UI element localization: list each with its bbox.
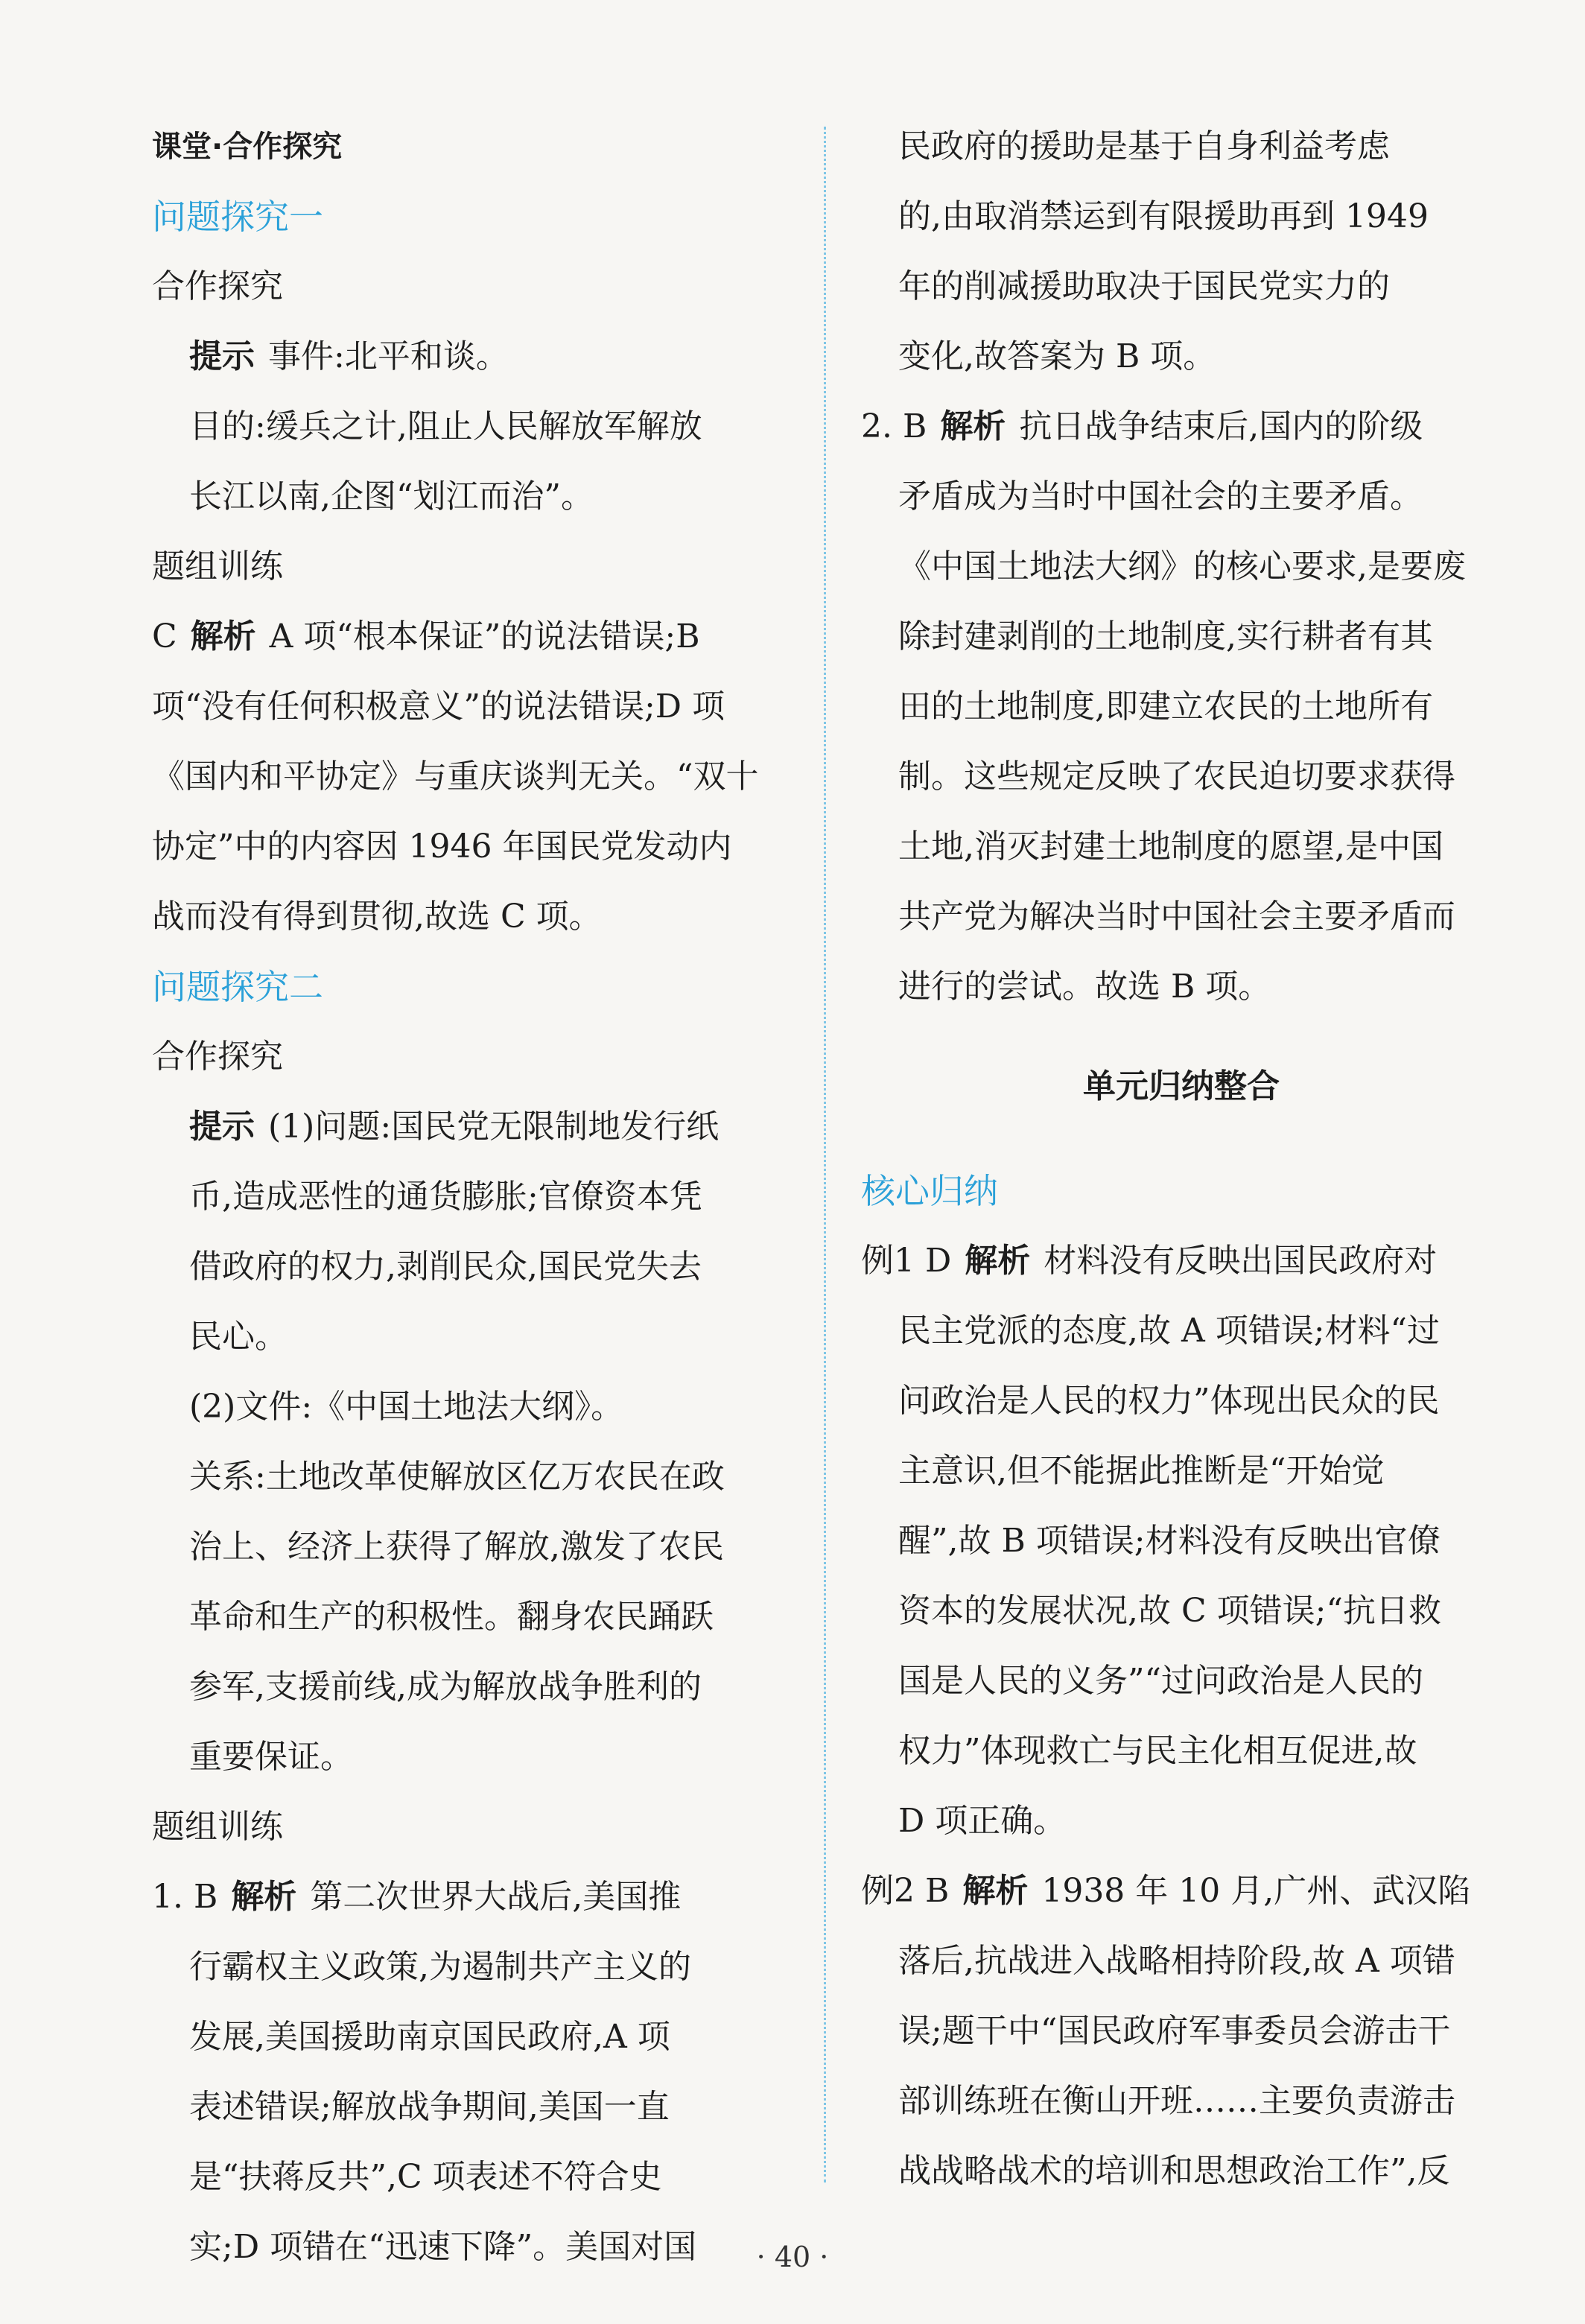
answer-letter: C: [152, 617, 177, 655]
q2-train-heading: 题组训练: [152, 1808, 283, 1846]
q2-tip-line: [152, 1092, 792, 1162]
text-line: 部训练班在衡山开班……主要负责游击: [898, 2082, 1455, 2120]
analysis-label: 解析: [962, 1872, 1029, 1910]
text-line: 协定”中的内容因 1946 年国民党发动内: [152, 828, 732, 866]
text-line: 抗日战争结束后,国内的阶级: [1019, 407, 1423, 445]
text-line: 是“扶蒋反共”,C 项表述不符合史: [189, 2158, 662, 2196]
item1-number: 1. B: [152, 1878, 218, 1916]
text-line: 田的土地制度,即建立农民的土地所有: [898, 688, 1433, 726]
text-line: 民主党派的态度,故 A 项错误;材料“过: [898, 1312, 1441, 1350]
text-line: 战战略战术的培训和思想政治工作”,反: [898, 2152, 1450, 2190]
item2-line: [861, 392, 1502, 462]
text-line: 材料没有反映出国民政府对: [1044, 1242, 1438, 1280]
text-line: 项“没有任何积极意义”的说法错误;D 项: [152, 688, 725, 726]
tip-label: 提示: [189, 1108, 255, 1146]
item2-number: 2. B: [861, 407, 927, 445]
tip-label: 提示: [189, 337, 255, 375]
text-line: 误;题干中“国民政府军事委员会游击干: [898, 2012, 1451, 2050]
analysis-label: 解析: [231, 1878, 297, 1916]
text-line: 《中国土地法大纲》的核心要求,是要废: [898, 547, 1466, 585]
text-line: 资本的发展状况,故 C 项错误;“抗日救: [898, 1592, 1441, 1630]
text-line: 共产党为解决当时中国社会主要矛盾而: [898, 898, 1455, 936]
text-line: 主意识,但不能据此推断是“开始觉: [898, 1452, 1385, 1490]
q1-answer-line: [152, 602, 792, 672]
analysis-label: 解析: [965, 1242, 1031, 1280]
text-line: 《国内和平协定》与重庆谈判无关。“双十: [152, 758, 759, 796]
text-line: 土地,消灭封建土地制度的愿望,是中国: [898, 828, 1443, 866]
text-line: 国是人民的义务”“过问政治是人民的: [898, 1662, 1423, 1700]
text-line: 第二次世界大战后,美国推: [310, 1878, 682, 1916]
text-line: 治上、经济上获得了解放,激发了农民: [189, 1528, 724, 1566]
text-line: 民政府的援助是基于自身利益考虑: [898, 127, 1390, 165]
q2-heading: 问题探究二: [152, 967, 323, 1007]
q1-train-heading: 题组训练: [152, 547, 283, 585]
core-summary-heading: 核心归纳: [861, 1171, 998, 1211]
q1-sub-heading: 合作探究: [152, 267, 283, 305]
text-line: 关系:土地改革使解放区亿万农民在政: [189, 1458, 725, 1496]
text-line: 长江以南,企图“划江而治”。: [189, 477, 594, 515]
text-line: 1938 年 10 月,广州、武汉陷: [1041, 1872, 1471, 1910]
q1-heading: 问题探究一: [152, 197, 323, 237]
right-column: [861, 112, 1502, 2206]
text-line: 醒”,故 B 项错误;材料没有反映出官僚: [898, 1522, 1441, 1560]
q1-tip-line: [152, 322, 792, 392]
text-line: 问政治是人民的权力”体现出民众的民: [898, 1382, 1440, 1420]
text-line: 进行的尝试。故选 B 项。: [898, 968, 1271, 1006]
item1-line: [152, 1862, 792, 1932]
text-line: 币,造成恶性的通货膨胀;官僚资本凭: [189, 1178, 702, 1216]
unit-summary-title: 单元归纳整合: [1083, 1067, 1280, 1105]
text-line: 的,由取消禁运到有限援助再到 1949: [898, 197, 1429, 235]
text-line: 目的:缓兵之计,阻止人民解放军解放: [189, 407, 702, 445]
text-line: 矛盾成为当时中国社会的主要矛盾。: [898, 477, 1423, 515]
text-line: 战而没有得到贯彻,故选 C 项。: [152, 898, 602, 936]
text-line: 落后,抗战进入战略相持阶段,故 A 项错: [898, 1942, 1455, 1980]
analysis-label: 解析: [190, 617, 256, 655]
text-line: A 项“根本保证”的说法错误;B: [269, 617, 700, 655]
q2-sub-heading: 合作探究: [152, 1038, 283, 1076]
example2-number: 例2 B: [861, 1872, 950, 1910]
text-line: 表述错误;解放战争期间,美国一直: [189, 2088, 670, 2126]
text-line: D 项正确。: [898, 1802, 1067, 1840]
example1-line: [861, 1226, 1502, 1296]
text-line: 权力”体现救亡与民主化相互促进,故: [898, 1732, 1417, 1770]
text-line: (2)文件:《中国土地法大纲》。: [189, 1388, 624, 1426]
analysis-label: 解析: [940, 407, 1006, 445]
left-column: [152, 112, 792, 2282]
text-line: 行霸权主义政策,为遏制共产主义的: [189, 1948, 691, 1986]
example1-number: 例1 D: [861, 1242, 952, 1280]
column-divider: [824, 127, 826, 2182]
text-line: 事件:北平和谈。: [268, 337, 509, 375]
text-line: 参军,支援前线,成为解放战争胜利的: [189, 1668, 702, 1706]
page-number: · 40 ·: [756, 2241, 829, 2273]
text-line: 革命和生产的积极性。翻身农民踊跃: [189, 1598, 714, 1636]
text-line: (1)问题:国民党无限制地发行纸: [268, 1108, 720, 1146]
text-line: 年的削减援助取决于国民党实力的: [898, 267, 1390, 305]
text-line: 发展,美国援助南京国民政府,A 项: [189, 2018, 670, 2056]
text-line: 民心。: [189, 1318, 288, 1356]
text-line: 除封建剥削的土地制度,实行耕者有其: [898, 617, 1433, 655]
text-line: 制。这些规定反映了农民迫切要求获得: [898, 758, 1455, 796]
example2-line: [861, 1856, 1502, 1926]
text-line: 借政府的权力,剥削民众,国民党失去: [189, 1248, 702, 1286]
text-line: 变化,故答案为 B 项。: [898, 337, 1216, 375]
text-line: 实;D 项错在“迅速下降”。美国对国: [189, 2228, 697, 2266]
text-line: 重要保证。: [189, 1738, 353, 1776]
section-title: 课堂·合作探究: [152, 130, 343, 164]
